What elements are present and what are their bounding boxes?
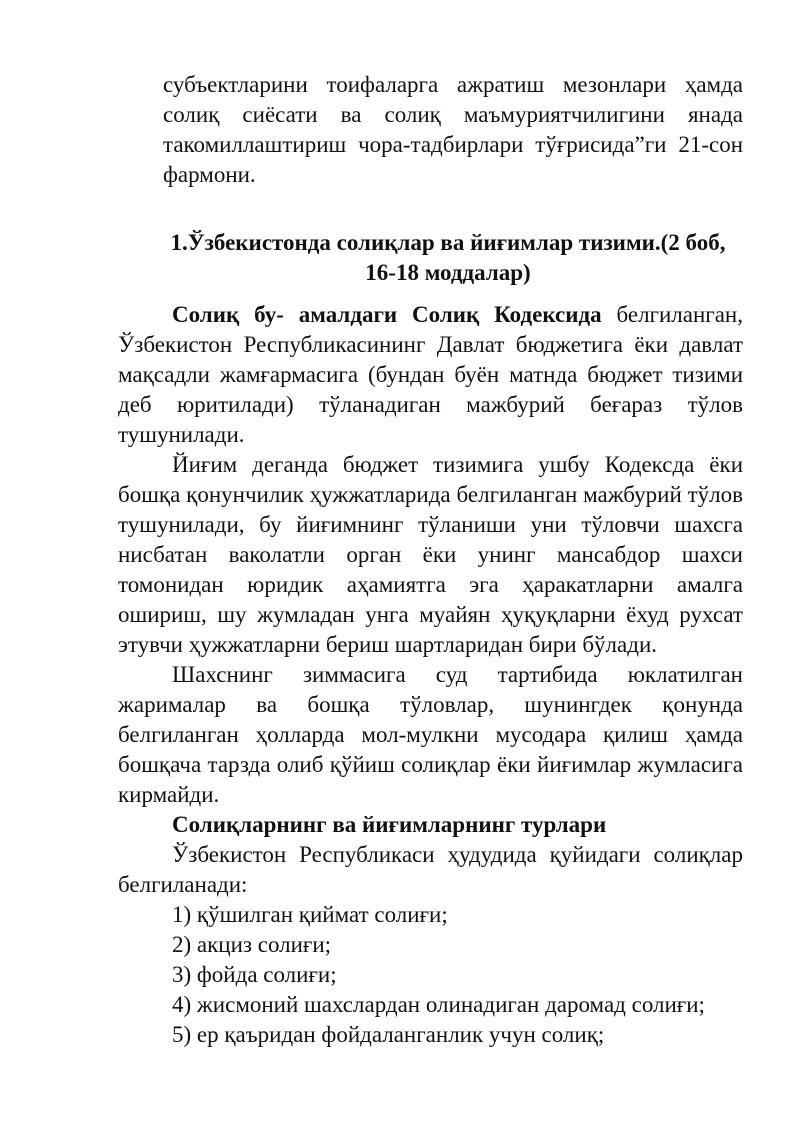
intro-paragraph: субъектларини тоифаларга ажратиш мезонлари ҳамда солиқ сиёсати ва солиқ маъмуриятчилигини янада такомиллаштириш чора-тадбирлари тўғрисида”ги 21-сон фармони. (163, 72, 743, 187)
tax-types-subheading: Солиқларнинг ва йиғимларнинг турлари (172, 812, 607, 837)
section-heading (118, 228, 778, 288)
tax-types-intro: Ўзбекистон Республикаси ҳудудида қуйидаги солиқлар белгиланади: (118, 842, 743, 897)
list-item: 5) ер қаъридан фойдаланганлик учун солиқ; (172, 1022, 605, 1047)
tax-definition-term: Солиқ бу- амалдаги Солиқ Кодексида (172, 302, 602, 327)
fee-definition-paragraph: Йиғим деганда бюджет тизимига ушбу Кодексда ёки бошқа қонунчилик ҳужжатларида белгиланган мажбурий тўлов тушунилади, бу йиғимнинг тўланиши уни тўловчи шахсга нисбатан ваколатли орган ёки унинг мансабдор шахси томонидан юридик аҳамиятга эга ҳаракатларни амалга ошириш, шу жумладан унга муайян ҳуқуқларни ёхуд рухсат этувчи ҳужжатларни бериш шартларидан бири бўлади. (118, 452, 743, 657)
list-item: 2) акциз солиғи; (172, 932, 332, 957)
list-item: 3) фойда солиғи; (172, 962, 337, 987)
section-heading-line-2: 16-18 моддалар) (365, 260, 531, 285)
tax-types-list (118, 900, 743, 1050)
exclusions-paragraph: Шахснинг зиммасига суд тартибида юклатилган жарималар ва бошқа тўловлар, шунингдек қонунда белгиланган ҳолларда мол-мулкни мусодара қилиш ҳамда бошқача тарзда олиб қўйиш солиқлар ёки йиғимлар жумласига кирмайди. (118, 662, 743, 807)
list-item: 4) жисмоний шахслардан олинадиган даромад солиғи; (172, 992, 705, 1017)
tax-definition-text: белгиланган, Ўзбекистон Республикасининг Давлат бюджетига ёки давлат мақсадли жамғармасига (бундан буён матнда бюджет тизими деб юритилади) тўланадиган мажбурий беғараз тўлов тушунилади. (118, 302, 743, 447)
document-body (118, 300, 743, 1050)
list-item: 1) қўшилган қиймат солиғи; (172, 902, 448, 927)
tax-definition-paragraph (118, 300, 743, 450)
section-heading-line-1: 1.Ўзбекистонда солиқлар ва йиғимлар тизими.(2 боб, (170, 230, 726, 255)
